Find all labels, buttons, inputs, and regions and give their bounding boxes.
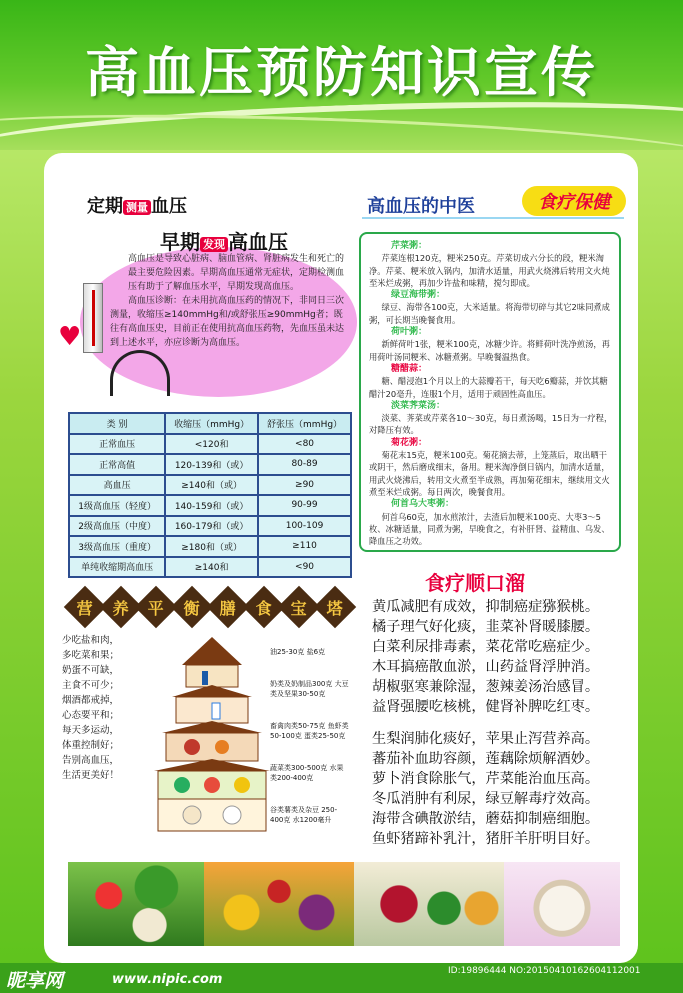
tip-line: 奶蛋不可缺，: [62, 665, 120, 676]
section-title-rhymes: 食疗顺口溜: [425, 571, 525, 595]
table-cell: ≥180和（或）: [165, 536, 258, 557]
recipe-name: 淡菜荠菜汤：: [391, 400, 446, 411]
tip-line: 告别高血压，: [62, 755, 120, 766]
pyramid-labels: [270, 647, 350, 847]
table-cell: 140-159和（或）: [165, 495, 258, 516]
rhyme-line: 木耳搞癌散血淤，山药益肾浮肿消。: [372, 659, 600, 675]
section-subtitle-detect: 早期 发现 高血压: [160, 230, 288, 254]
pyramid-tier-oil: [186, 665, 238, 687]
recipe-text: 绿豆、海带各100克，大米适量。将海带切碎与其它2味同煮成粥，可长期当晚餐食用。: [369, 302, 610, 325]
table-cell: ≥110: [258, 536, 351, 557]
rhyme-line: 益肾强腰吃核桃，健肾补脾吃红枣。: [372, 699, 600, 715]
recipe-text: 淡菜、荠菜或芹菜各10～30克，每日煮汤喝，15日为一疗程，对降压有效。: [369, 413, 613, 436]
watermark-url: www.nipic.com: [112, 972, 223, 987]
pyramid-label: 畜禽肉类50-75克 鱼虾类50-100克 蛋类25-50克: [270, 722, 349, 740]
table-row: [69, 434, 351, 455]
pyramid-tier-meat: [166, 733, 258, 761]
vegetable-icon: [174, 777, 190, 793]
table-row: [69, 536, 351, 557]
rhyme-line: 冬瓜消肿有利尿，绿豆解毒疗效高。: [372, 791, 600, 807]
recipe-name: 荷叶粥：: [391, 327, 428, 338]
diet-rhymes: [372, 597, 634, 849]
rhyme-line: 蕃茄补血助容颜，莲藕除烦解酒妙。: [372, 751, 600, 767]
bp-classification-table: [68, 412, 352, 578]
rhyme-line: 生梨润肺化痰好，苹果止泻营养高。: [372, 731, 600, 747]
table-cell: ≥140和（或）: [165, 475, 258, 496]
tip-line: 多吃菜和果；: [62, 650, 120, 661]
table-cell: ≥90: [258, 475, 351, 496]
tip-line: 每天多运动，: [62, 725, 120, 736]
pyramid-eave: [172, 685, 252, 697]
section-badge-diet: 食疗保健: [522, 186, 626, 216]
table-header: 舒张压（mmHg）: [258, 413, 351, 434]
table-cell: 高血压: [69, 475, 165, 496]
milk-icon: [212, 703, 220, 719]
pyramid-label: 油25-30克 盐6克: [270, 648, 326, 656]
intro-paragraph: 高血压是导致心脏病、脑血管病、肾脏病发生和死亡的最主要危险因素。早期高血压通常无症状，定期检测血压有助于了解血压水平，早期发现高血压。: [128, 254, 345, 292]
table-cell: 90-99: [258, 495, 351, 516]
recipe-text: 何首乌60克，加水煎浓汁，去渣后加粳米100克、大枣3～5枚、冰糖适量，同煮为粥，早晚食之，有补肝肾、益精血、乌发、降血压之功效。: [369, 511, 610, 547]
table-cell: 100-109: [258, 516, 351, 537]
recipe-text: 新鲜荷叶1张，粳米100克，冰糖少许。将鲜荷叶洗净煎汤，再用荷叶汤同粳米、冰糖煮粥。早晚餐温热食。: [369, 339, 610, 362]
divider: [362, 217, 624, 219]
rhyme-line: 橘子理气好化痰，韭菜补肾暖膝腰。: [372, 619, 600, 635]
grain-icon: [183, 806, 201, 824]
tip-line: 少吃盐和肉，: [62, 635, 120, 646]
table-cell: ≥140和: [165, 557, 258, 578]
recipe-text: 糖、醋浸泡1个月以上的大蒜瓣若干，每天吃6瓣蒜，并饮其糖醋汁20毫升，连服1个月，适用于顽固性高血压。: [369, 376, 608, 399]
recipe-text: 菊花末15克，粳米100克。菊花摘去蒂，上笼蒸后，取出晒干或阴干，然后磨成细末，备用。粳米淘净倒日锅内，加清水适量，用武火烧沸后，转用文火煮至半成熟，再加菊花细末，继续用文火煮至米烂成粥。每日两次，晚餐食用。: [369, 450, 610, 497]
table-row: [69, 516, 351, 537]
recipe-name: 菊花粥：: [391, 437, 428, 448]
recipe-name: 糖醋蒜：: [391, 363, 428, 374]
food-pyramid-banner: [68, 590, 352, 624]
table-row: [69, 557, 351, 578]
heart-icon: ♥: [58, 322, 82, 352]
fruits-photo: [204, 862, 354, 946]
recipe-name: 何首乌大枣粥：: [391, 499, 455, 510]
watermark-logo: 昵享网: [6, 970, 64, 992]
food-pyramid-illustration: [152, 635, 272, 835]
fruit-icon: [234, 777, 250, 793]
table-cell: 正常高值: [69, 454, 165, 475]
pyramid-roof: [182, 637, 242, 665]
watermark-id: ID:19896444 NO:20150410162604112001: [448, 966, 641, 976]
table-cell: 160-179和（或）: [165, 516, 258, 537]
table-cell: 2级高血压（中度）: [69, 516, 165, 537]
section-title-tcm: 高血压的中医: [367, 196, 475, 217]
food-photo-strip: [68, 862, 620, 946]
rhyme-line: 萝卜消食除胀气，芹菜能治血压高。: [372, 771, 600, 787]
mercury-gauge-icon: [83, 283, 103, 353]
table-row: [69, 495, 351, 516]
table-header: 收缩压（mmHg）: [165, 413, 258, 434]
juice-photo: [354, 862, 504, 946]
banner-tile: 膳: [207, 586, 249, 628]
tip-line: 生活更美好！: [62, 770, 120, 781]
banner-tile: 养: [99, 586, 141, 628]
pyramid-label: 蔬菜类300-500克 水果类200-400克: [270, 764, 344, 782]
recipe-box: [359, 232, 621, 552]
banner-tile: 衡: [171, 586, 213, 628]
porridge-photo: [504, 862, 620, 946]
tip-line: 烟酒都戒掉，: [62, 695, 120, 706]
table-cell: 单纯收缩期高血压: [69, 557, 165, 578]
rhyme-line: 黄瓜减肥有成效，抑制癌症猕猴桃。: [372, 599, 600, 615]
table-cell: 正常血压: [69, 434, 165, 455]
rhyme-line: 海带含碘散淤结，蘑菇抑制癌细胞。: [372, 811, 600, 827]
pyramid-label: 谷类薯类及杂豆 250-400克 水1200毫升: [270, 806, 338, 824]
intro-text: [110, 252, 350, 350]
table-cell: 80-89: [258, 454, 351, 475]
table-header-row: [69, 413, 351, 434]
table-row: [69, 475, 351, 496]
banner-tile: 食: [242, 586, 284, 628]
recipe-text: 芹菜连根120克，粳米250克。芹菜切成六分长的段，粳米淘净。芹菜、粳米放入锅内，加清水适量，用武火烧沸后转用文火炖至米烂成粥，再加少许盐和味精，搅匀即成。: [369, 253, 610, 288]
tip-line: 主食不可少；: [62, 680, 120, 691]
lifestyle-tips: [62, 633, 142, 783]
table-cell: <80: [258, 434, 351, 455]
rhyme-line: 胡椒驱寒兼除湿，葱辣姜汤治感冒。: [372, 679, 600, 695]
pyramid-label: 奶类及奶制品300克 大豆类及坚果30-50克: [270, 680, 349, 698]
vegetables-photo: [68, 862, 204, 946]
rhyme-line: 鱼虾猪蹄补乳汁，猪肝羊肝明目好。: [372, 831, 600, 847]
rice-bowl-icon: [223, 806, 241, 824]
recipe-name: 芹菜粥：: [391, 241, 428, 251]
table-cell: <90: [258, 557, 351, 578]
banner-tile: 塔: [314, 586, 356, 628]
tip-line: 心态要平和；: [62, 710, 120, 721]
table-header: 类 别: [69, 413, 165, 434]
recipe-name: 绿豆海带粥：: [391, 290, 446, 301]
section-title-measure: 定期 测量 血压: [87, 196, 187, 217]
banner-tile: 营: [64, 586, 106, 628]
banner-tile: 平: [135, 586, 177, 628]
table-cell: 3级高血压（重度）: [69, 536, 165, 557]
rhyme-line: 白菜利尿排毒素，菜花常吃癌症少。: [372, 639, 600, 655]
fish-icon: [215, 740, 229, 754]
banner-tile: 宝: [278, 586, 320, 628]
fruit-icon: [204, 777, 220, 793]
tip-line: 体重控制好；: [62, 740, 120, 751]
table-cell: 1级高血压（轻度）: [69, 495, 165, 516]
table-cell: 120-139和（或）: [165, 454, 258, 475]
table-cell: <120和: [165, 434, 258, 455]
diagnosis-paragraph: 高血压诊断：在未用抗高血压药的情况下，非同日三次测量，收缩压≥140mmHg和/或舒张压≥90mmHg者；既往有高血压史，目前正在使用抗高血压药物，先血压虽未达到上述水平，亦应诊断为高血压。: [110, 296, 345, 348]
meat-icon: [184, 739, 200, 755]
poster-title: 高血压预防知识宣传: [85, 41, 598, 104]
oil-bottle-icon: [202, 671, 208, 685]
table-row: [69, 454, 351, 475]
pyramid-tier-grain: [158, 799, 266, 831]
